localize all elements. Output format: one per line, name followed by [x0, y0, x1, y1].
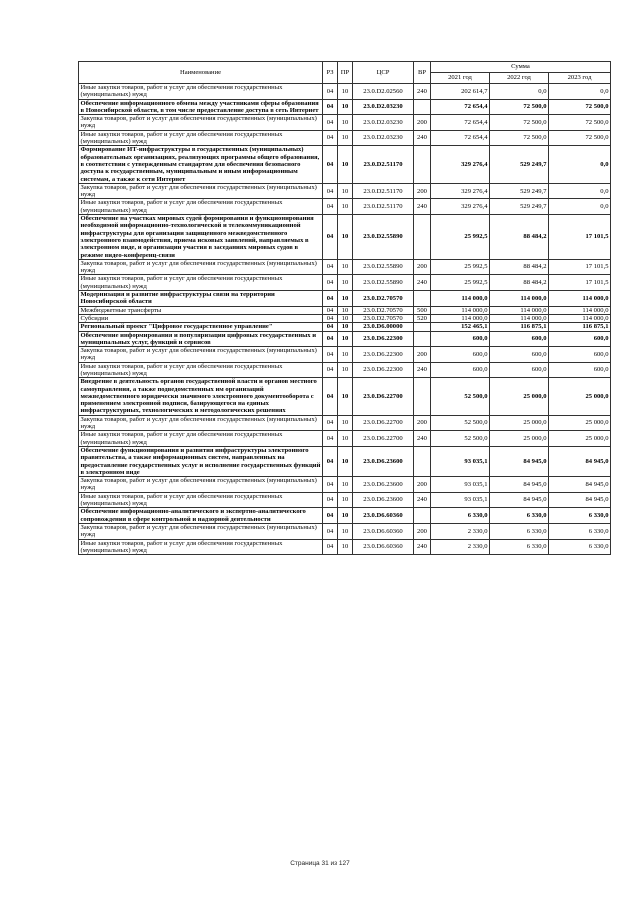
cell-2021: 25 992,5	[431, 215, 490, 260]
cell-name: Закупка товаров, работ и услуг для обеспечения государственных (муниципальных) нужд	[79, 347, 323, 363]
table-body	[79, 84, 611, 555]
cell-2021: 114 000,0	[431, 306, 490, 314]
cell-2023: 17 101,5	[549, 259, 611, 275]
cell-2021: 2 330,0	[431, 539, 490, 555]
cell-2023: 0,0	[549, 183, 611, 199]
cell-name: Модернизация и развитие инфраструктуры связи на территории Новосибирской области	[79, 291, 323, 307]
cell-2022: 84 945,0	[490, 492, 549, 508]
table-row	[79, 446, 611, 476]
cell-2022: 72 500,0	[490, 99, 549, 115]
cell-2023: 0,0	[549, 84, 611, 100]
cell-pr: 10	[338, 314, 353, 322]
cell-rz: 04	[323, 523, 338, 539]
cell-2023: 114 000,0	[549, 306, 611, 314]
header-sum: Сумма	[431, 62, 611, 73]
cell-name: Обеспечение информационно-аналитического и экспертно-аналитического сопровождения в сфере контрольной и надзорной деятельности	[79, 508, 323, 524]
cell-rz: 04	[323, 84, 338, 100]
cell-2022: 6 330,0	[490, 539, 549, 555]
cell-2021: 6 330,0	[431, 508, 490, 524]
cell-2021: 114 000,0	[431, 314, 490, 322]
cell-name: Закупка товаров, работ и услуг для обеспечения государственных (муниципальных) нужд	[79, 523, 323, 539]
cell-2022: 529 249,7	[490, 199, 549, 215]
cell-2021: 329 276,4	[431, 146, 490, 183]
cell-csr: 23.0.D2.03230	[353, 130, 414, 146]
cell-rz: 04	[323, 215, 338, 260]
budget-table	[78, 61, 611, 555]
cell-pr: 10	[338, 323, 353, 331]
cell-csr: 23.0.D6.23600	[353, 446, 414, 476]
cell-name: Межбюджетные трансферты	[79, 306, 323, 314]
table-row	[79, 306, 611, 314]
cell-2022: 116 875,1	[490, 323, 549, 331]
cell-rz: 04	[323, 477, 338, 493]
cell-csr: 23.0.D6.60360	[353, 508, 414, 524]
cell-vr: 500	[414, 306, 431, 314]
cell-vr: 240	[414, 431, 431, 447]
cell-pr: 10	[338, 477, 353, 493]
cell-pr: 10	[338, 199, 353, 215]
cell-2021: 93 035,1	[431, 446, 490, 476]
cell-csr: 23.0.D6.60360	[353, 523, 414, 539]
cell-pr: 10	[338, 508, 353, 524]
cell-name: Субсидии	[79, 314, 323, 322]
cell-pr: 10	[338, 215, 353, 260]
table-row	[79, 84, 611, 100]
cell-name: Иные закупки товаров, работ и услуг для обеспечения государственных (муниципальных) нужд	[79, 84, 323, 100]
cell-rz: 04	[323, 130, 338, 146]
table-row	[79, 362, 611, 378]
cell-rz: 04	[323, 362, 338, 378]
table-row	[79, 477, 611, 493]
cell-vr	[414, 331, 431, 347]
cell-2021: 600,0	[431, 362, 490, 378]
cell-2022: 529 249,7	[490, 183, 549, 199]
cell-2021: 25 992,5	[431, 259, 490, 275]
cell-vr: 240	[414, 84, 431, 100]
table-row	[79, 115, 611, 131]
cell-2022: 114 000,0	[490, 291, 549, 307]
cell-vr	[414, 378, 431, 415]
cell-name: Иные закупки товаров, работ и услуг для обеспечения государственных (муниципальных) нужд	[79, 362, 323, 378]
cell-vr: 520	[414, 314, 431, 322]
cell-2022: 72 500,0	[490, 115, 549, 131]
cell-pr: 10	[338, 523, 353, 539]
table-row	[79, 259, 611, 275]
cell-2021: 72 654,4	[431, 130, 490, 146]
cell-rz: 04	[323, 314, 338, 322]
cell-csr: 23.0.D2.55890	[353, 275, 414, 291]
cell-csr: 23.0.D6.22300	[353, 347, 414, 363]
cell-2023: 84 945,0	[549, 492, 611, 508]
cell-vr: 240	[414, 362, 431, 378]
cell-2022: 25 000,0	[490, 431, 549, 447]
cell-vr	[414, 323, 431, 331]
table-row	[79, 146, 611, 183]
cell-2022: 84 945,0	[490, 477, 549, 493]
cell-pr: 10	[338, 378, 353, 415]
cell-name: Обеспечение функционирования и развития инфраструктуры электронного правительства, а также информационных систем, направленных на предоставление государственных услуг и исполнение государственных функций в электронном виде	[79, 446, 323, 476]
cell-2021: 152 465,1	[431, 323, 490, 331]
cell-2023: 17 101,5	[549, 275, 611, 291]
cell-pr: 10	[338, 306, 353, 314]
cell-2023: 17 101,5	[549, 215, 611, 260]
table-row	[79, 199, 611, 215]
cell-2023: 114 000,0	[549, 314, 611, 322]
cell-2021: 52 500,0	[431, 415, 490, 431]
cell-2023: 116 875,1	[549, 323, 611, 331]
cell-rz: 04	[323, 539, 338, 555]
cell-rz: 04	[323, 183, 338, 199]
cell-vr	[414, 99, 431, 115]
cell-2022: 88 484,2	[490, 215, 549, 260]
table-row	[79, 99, 611, 115]
cell-2023: 25 000,0	[549, 378, 611, 415]
cell-rz: 04	[323, 146, 338, 183]
cell-csr: 23.0.D6.22700	[353, 431, 414, 447]
table-row	[79, 431, 611, 447]
cell-pr: 10	[338, 415, 353, 431]
header-rz: РЗ	[323, 62, 338, 84]
cell-2021: 25 992,5	[431, 275, 490, 291]
table-row	[79, 275, 611, 291]
cell-vr: 200	[414, 115, 431, 131]
table-row	[79, 130, 611, 146]
cell-2021: 329 276,4	[431, 199, 490, 215]
cell-csr: 23.0.D6.00000	[353, 323, 414, 331]
cell-2023: 6 330,0	[549, 508, 611, 524]
cell-2023: 600,0	[549, 331, 611, 347]
cell-2023: 84 945,0	[549, 477, 611, 493]
cell-name: Закупка товаров, работ и услуг для обеспечения государственных (муниципальных) нужд	[79, 115, 323, 131]
cell-rz: 04	[323, 275, 338, 291]
cell-2022: 0,0	[490, 84, 549, 100]
cell-vr: 200	[414, 523, 431, 539]
table-row	[79, 378, 611, 415]
header-vr: ВР	[414, 62, 431, 84]
cell-2023: 6 330,0	[549, 539, 611, 555]
cell-2023: 72 500,0	[549, 130, 611, 146]
cell-vr: 240	[414, 130, 431, 146]
cell-2022: 84 945,0	[490, 446, 549, 476]
cell-2023: 25 000,0	[549, 431, 611, 447]
cell-2021: 52 500,0	[431, 378, 490, 415]
cell-rz: 04	[323, 99, 338, 115]
cell-vr	[414, 215, 431, 260]
cell-csr: 23.0.D2.70570	[353, 291, 414, 307]
cell-vr	[414, 146, 431, 183]
cell-pr: 10	[338, 431, 353, 447]
cell-pr: 10	[338, 331, 353, 347]
cell-2021: 2 330,0	[431, 523, 490, 539]
cell-pr: 10	[338, 291, 353, 307]
cell-2022: 6 330,0	[490, 523, 549, 539]
cell-2022: 600,0	[490, 331, 549, 347]
cell-pr: 10	[338, 130, 353, 146]
cell-2021: 329 276,4	[431, 183, 490, 199]
cell-2023: 600,0	[549, 347, 611, 363]
cell-csr: 23.0.D2.03230	[353, 115, 414, 131]
cell-name: Закупка товаров, работ и услуг для обеспечения государственных (муниципальных) нужд	[79, 259, 323, 275]
header-year-2021: 2021 год	[431, 73, 490, 84]
cell-rz: 04	[323, 199, 338, 215]
table-row	[79, 347, 611, 363]
cell-2023: 25 000,0	[549, 415, 611, 431]
cell-rz: 04	[323, 306, 338, 314]
cell-vr	[414, 508, 431, 524]
cell-2021: 72 654,4	[431, 99, 490, 115]
cell-vr: 200	[414, 477, 431, 493]
cell-2022: 114 000,0	[490, 306, 549, 314]
cell-name: Закупка товаров, работ и услуг для обеспечения государственных (муниципальных) нужд	[79, 183, 323, 199]
cell-name: Закупка товаров, работ и услуг для обеспечения государственных (муниципальных) нужд	[79, 415, 323, 431]
cell-rz: 04	[323, 323, 338, 331]
cell-2022: 600,0	[490, 362, 549, 378]
table-row	[79, 215, 611, 260]
header-pr: ПР	[338, 62, 353, 84]
cell-name: Иные закупки товаров, работ и услуг для обеспечения государственных (муниципальных) нужд	[79, 199, 323, 215]
cell-csr: 23.0.D6.23600	[353, 477, 414, 493]
cell-rz: 04	[323, 347, 338, 363]
table-row	[79, 314, 611, 322]
cell-csr: 23.0.D6.22300	[353, 331, 414, 347]
cell-csr: 23.0.D2.02560	[353, 84, 414, 100]
cell-name: Региональный проект "Цифровое государственное управление"	[79, 323, 323, 331]
cell-pr: 10	[338, 362, 353, 378]
cell-rz: 04	[323, 331, 338, 347]
cell-2023: 6 330,0	[549, 523, 611, 539]
cell-vr: 240	[414, 275, 431, 291]
cell-csr: 23.0.D2.70570	[353, 314, 414, 322]
cell-pr: 10	[338, 183, 353, 199]
cell-pr: 10	[338, 146, 353, 183]
cell-csr: 23.0.D2.55890	[353, 215, 414, 260]
cell-2022: 114 000,0	[490, 314, 549, 322]
cell-2021: 600,0	[431, 347, 490, 363]
cell-vr: 200	[414, 347, 431, 363]
cell-name: Иные закупки товаров, работ и услуг для обеспечения государственных (муниципальных) нужд	[79, 130, 323, 146]
cell-2022: 88 484,2	[490, 259, 549, 275]
cell-2023: 0,0	[549, 146, 611, 183]
cell-2023: 0,0	[549, 199, 611, 215]
table-row	[79, 492, 611, 508]
cell-pr: 10	[338, 446, 353, 476]
cell-pr: 10	[338, 259, 353, 275]
cell-2022: 600,0	[490, 347, 549, 363]
cell-name: Формирование ИТ-инфраструктуры в государственных (муниципальных) образовательных организациях, реализующих программы общего образования, в соответствии с утвержденным стандартом для обеспечения безопасного доступа к государственным, муниципальным и иным информационным системам, а также к сети Интернет	[79, 146, 323, 183]
table-header	[79, 62, 611, 84]
cell-2021: 114 000,0	[431, 291, 490, 307]
cell-2022: 72 500,0	[490, 130, 549, 146]
cell-name: Иные закупки товаров, работ и услуг для обеспечения государственных (муниципальных) нужд	[79, 539, 323, 555]
cell-vr: 240	[414, 539, 431, 555]
cell-rz: 04	[323, 431, 338, 447]
cell-csr: 23.0.D2.51170	[353, 146, 414, 183]
cell-2022: 6 330,0	[490, 508, 549, 524]
cell-2021: 52 500,0	[431, 431, 490, 447]
cell-rz: 04	[323, 508, 338, 524]
cell-2022: 25 000,0	[490, 415, 549, 431]
table-row	[79, 508, 611, 524]
table-row	[79, 415, 611, 431]
cell-pr: 10	[338, 539, 353, 555]
table-row	[79, 539, 611, 555]
table-row	[79, 323, 611, 331]
cell-name: Внедрение в деятельность органов государственной власти и органов местного самоуправления, а также подведомственных им организаций межведомственного юридически значимого электронного документооборота с применением электронной подписи, базирующегося на единых инфраструктурных, технологических и методологических решениях	[79, 378, 323, 415]
header-name: Наименование	[79, 62, 323, 84]
cell-pr: 10	[338, 84, 353, 100]
cell-vr: 200	[414, 183, 431, 199]
cell-pr: 10	[338, 492, 353, 508]
header-csr: ЦСР	[353, 62, 414, 84]
cell-2022: 25 000,0	[490, 378, 549, 415]
cell-csr: 23.0.D6.22700	[353, 415, 414, 431]
cell-name: Иные закупки товаров, работ и услуг для обеспечения государственных (муниципальных) нужд	[79, 431, 323, 447]
cell-pr: 10	[338, 115, 353, 131]
cell-pr: 10	[338, 275, 353, 291]
cell-name: Иные закупки товаров, работ и услуг для обеспечения государственных (муниципальных) нужд	[79, 275, 323, 291]
cell-csr: 23.0.D6.22300	[353, 362, 414, 378]
cell-pr: 10	[338, 99, 353, 115]
cell-name: Закупка товаров, работ и услуг для обеспечения государственных (муниципальных) нужд	[79, 477, 323, 493]
cell-rz: 04	[323, 446, 338, 476]
cell-2023: 114 000,0	[549, 291, 611, 307]
cell-rz: 04	[323, 378, 338, 415]
header-year-2022: 2022 год	[490, 73, 549, 84]
cell-csr: 23.0.D2.03230	[353, 99, 414, 115]
cell-csr: 23.0.D2.70570	[353, 306, 414, 314]
header-year-2023: 2023 год	[549, 73, 611, 84]
cell-pr: 10	[338, 347, 353, 363]
cell-name: Обеспечение информирования и популяризации цифровых государственных и муниципальных услуг, функций и сервисов	[79, 331, 323, 347]
cell-rz: 04	[323, 291, 338, 307]
cell-name: Иные закупки товаров, работ и услуг для обеспечения государственных (муниципальных) нужд	[79, 492, 323, 508]
table-row	[79, 523, 611, 539]
page-number: Страница 31 из 127	[290, 860, 350, 867]
cell-2021: 93 035,1	[431, 492, 490, 508]
cell-csr: 23.0.D2.55890	[353, 259, 414, 275]
cell-csr: 23.0.D6.23600	[353, 492, 414, 508]
table-row	[79, 183, 611, 199]
cell-vr: 240	[414, 199, 431, 215]
cell-csr: 23.0.D2.51170	[353, 199, 414, 215]
cell-2022: 529 249,7	[490, 146, 549, 183]
cell-2023: 84 945,0	[549, 446, 611, 476]
cell-rz: 04	[323, 492, 338, 508]
cell-2021: 202 614,7	[431, 84, 490, 100]
cell-vr: 200	[414, 259, 431, 275]
cell-rz: 04	[323, 115, 338, 131]
cell-name: Обеспечение на участках мировых судей формирования и функционирования необходимой информационно-технологической и телекоммуникационной инфраструктуры для организации защищенного межведомственного электронного взаимодействия, приема исковых заявлений, направляемых в электронном виде, и организации участия в заседаниях мировых судов в режиме видео-конференц-связи	[79, 215, 323, 260]
cell-2021: 72 654,4	[431, 115, 490, 131]
cell-name: Обеспечение информационного обмена между участниками сферы образования в Новосибирской области, в том числе предоставление доступа в сеть Интернет	[79, 99, 323, 115]
cell-2021: 600,0	[431, 331, 490, 347]
cell-rz: 04	[323, 415, 338, 431]
table-row	[79, 331, 611, 347]
cell-csr: 23.0.D6.60360	[353, 539, 414, 555]
cell-2023: 72 500,0	[549, 115, 611, 131]
cell-2021: 93 035,1	[431, 477, 490, 493]
cell-vr: 200	[414, 415, 431, 431]
cell-vr	[414, 291, 431, 307]
cell-2022: 88 484,2	[490, 275, 549, 291]
cell-vr	[414, 446, 431, 476]
table-row	[79, 291, 611, 307]
cell-2023: 72 500,0	[549, 99, 611, 115]
cell-vr: 240	[414, 492, 431, 508]
cell-2023: 600,0	[549, 362, 611, 378]
cell-csr: 23.0.D6.22700	[353, 378, 414, 415]
cell-rz: 04	[323, 259, 338, 275]
cell-csr: 23.0.D2.51170	[353, 183, 414, 199]
